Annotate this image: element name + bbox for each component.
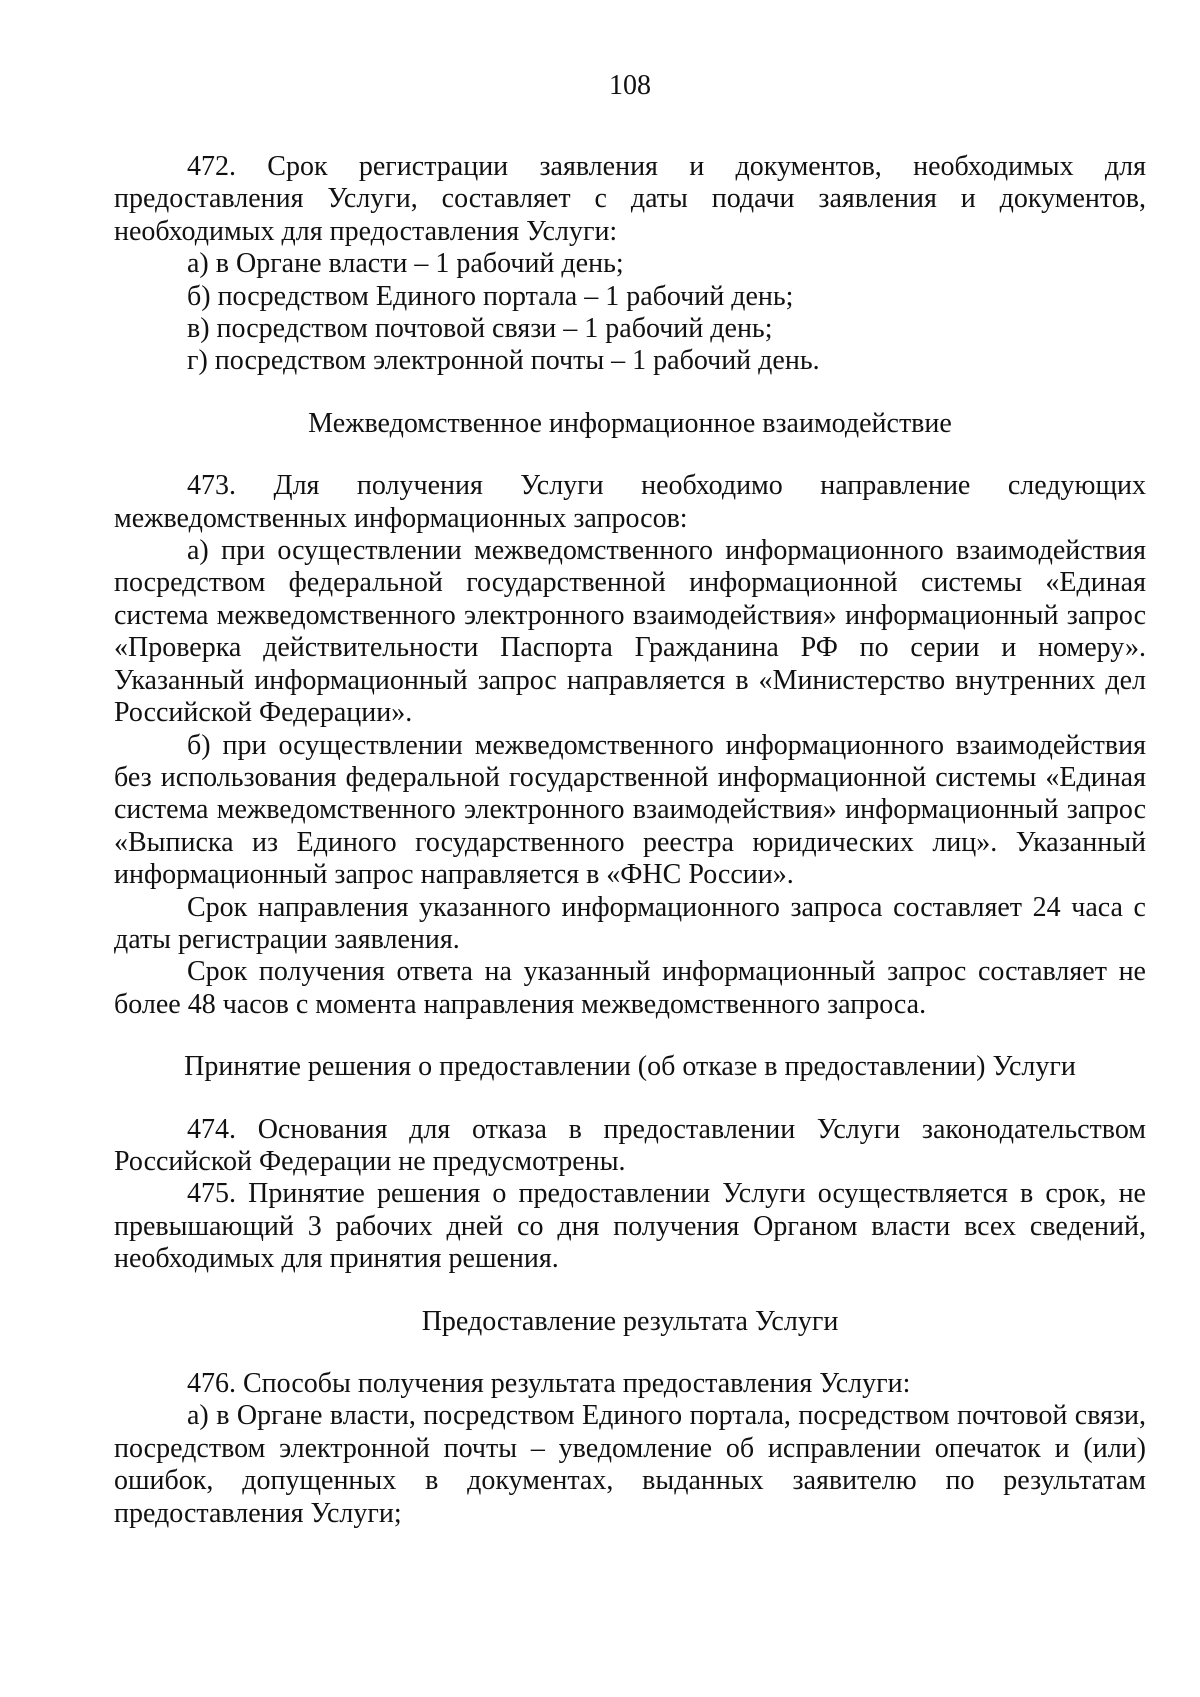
list-item-472-v: в) посредством почтовой связи – 1 рабочий день; <box>187 313 773 345</box>
section-heading-result: Предоставление результата Услуги <box>421 1305 839 1337</box>
document-body <box>114 151 1146 1530</box>
list-item-473-b: б) при осуществлении межведомственного информационного взаимодействия без использования федеральной государственной информационной системы «Единая система межведомственного электронного взаимодействия» информационный запрос «Выписка из Единого государственного реестра юридических лиц». Указанный информационный запрос направляется в «ФНС России». <box>114 729 1146 891</box>
list-item-472-g: г) посредством электронной почты – 1 рабочий день. <box>187 345 820 377</box>
section-gap <box>114 1276 1146 1306</box>
paragraph-request-deadline: Срок направления указанного информационного запроса составляет 24 часа с даты регистрации заявления. <box>114 891 1146 955</box>
paragraph-474: 474. Основания для отказа в предоставлении Услуги законодательством Российской Федерации не предусмотрены. <box>114 1113 1146 1177</box>
paragraph-475: 475. Принятие решения о предоставлении Услуги осуществляется в срок, не превышающий 3 рабочих дней со дня получения Органом власти всех сведений, необходимых для принятия решения. <box>114 1178 1146 1275</box>
paragraph-response-deadline: Срок получения ответа на указанный информационный запрос составляет не более 48 часов с момента направления межведомственного запроса. <box>114 956 1146 1020</box>
section-heading-interagency: Межведомственное информационное взаимодействие <box>308 407 952 439</box>
section-gap <box>114 440 1146 470</box>
paragraph-473: 473. Для получения Услуги необходимо направление следующих межведомственных информационных запросов: <box>114 470 1146 534</box>
section-heading-decision: Принятие решения о предоставлении (об отказе в предоставлении) Услуги <box>184 1051 1076 1083</box>
paragraph-476: 476. Способы получения результата предоставления Услуги: <box>187 1368 911 1399</box>
section-gap <box>114 378 1146 408</box>
section-gap <box>114 1338 1146 1368</box>
list-item-472-b: б) посредством Единого портала – 1 рабочий день; <box>187 280 794 312</box>
paragraph-472: 472. Срок регистрации заявления и документов, необходимых для предоставления Услуги, составляет с даты подачи заявления и документов, необходимых для предоставления Услуги: <box>114 151 1146 247</box>
list-item-476-a: а) в Органе власти, посредством Единого портала, посредством почтовой связи, посредством электронной почты – уведомление об исправлении опечаток и (или) ошибок, допущенных в документах, выданных заявителю по результатам предоставления Услуги; <box>114 1400 1146 1529</box>
section-gap <box>114 1021 1146 1051</box>
list-item-472-a: а) в Органе власти – 1 рабочий день; <box>187 248 624 280</box>
section-gap <box>114 1084 1146 1114</box>
page-number: 108 <box>609 70 651 101</box>
list-item-473-a: а) при осуществлении межведомственного информационного взаимодействия посредством федеральной государственной информационной системы «Единая система межведомственного электронного взаимодействия» информационный запрос «Проверка действительности Паспорта Гражданина РФ по серии и номеру». Указанный информационный запрос направляется в «Министерство внутренних дел Российской Федерации». <box>114 535 1146 729</box>
